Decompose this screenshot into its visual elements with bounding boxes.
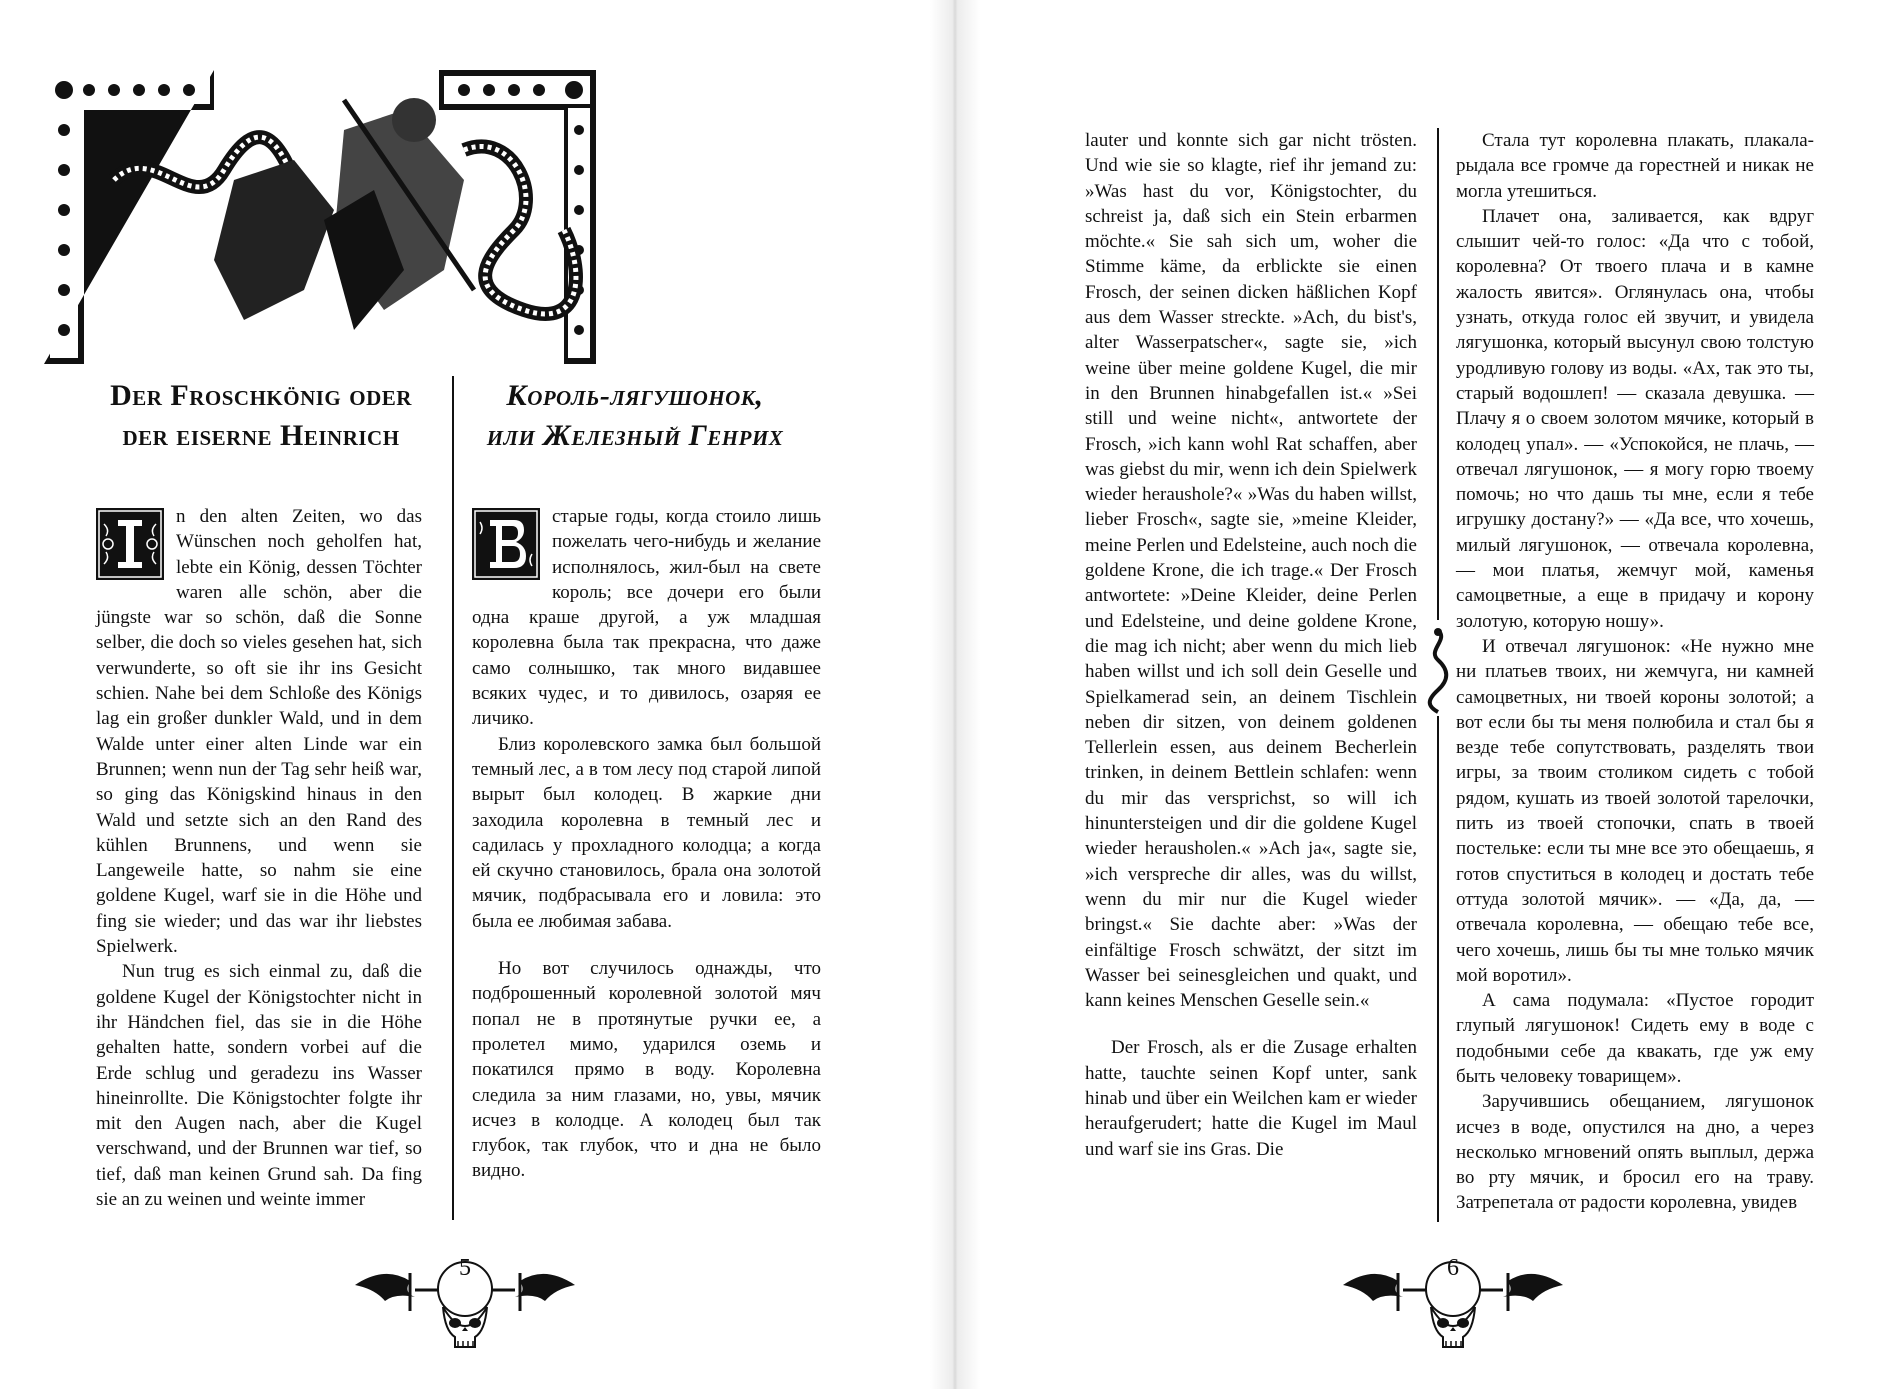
column-divider xyxy=(452,376,454,1220)
ru-paragraph-1: старые годы, когда стоило лишь пожелать чего-нибудь и желание исполнялось, жил-был на свете король; все дочери его были одна краше другой, а уж младшая королевна была так прекрасна, что даже само солнышко, так много видавшее всяких чудес, и то дивилось, озаряя ее личико. xyxy=(472,506,821,730)
ru-paragraph-8: Заручившись обещанием, лягушонок исчез в воде, опустился на дно, а через несколько мгновений опять выплыл, держа во рту мячик, и бросил его на траву. Затрепетала от радости королевна, увидев xyxy=(1456,1091,1814,1214)
german-column-right xyxy=(1085,128,1417,1162)
title-ru-line-1: Король-лягушонок, xyxy=(506,379,764,412)
column-divider-lower xyxy=(1437,716,1439,1222)
de-paragraph-3: lauter und konnte sich gar nicht trösten. Und wie sie so klagte, rief ihr jemand zu: »Was hast du vor, Königstochter, du schreist ja, daß sich ein Stein erbarmen möchte.« Sie sah sich um, woher die Stimme käme, da erblickte sie einen Frosch, der seinen dicken häßlichen Kopf aus dem Wasser streckte. »Ach, du bist's, alter Wasserpatscher«, sagte sie, »ich weine über meine goldene Kugel, die mir in den Brunnen hinabgefallen ist.« »Sei still und weine nicht«, antwortete der Frosch, »ich kann wohl Rat schaffen, aber was giebst du mir, wenn ich dein Spielwerk wieder heraushole?« »Was du haben willst, lieber Frosch«, sagte sie, »meine Kleider, meine Perlen und Edelsteine, auch noch die goldene Krone, die ich trage.« Der Frosch antwortete: »Deine Kleider, deine Perlen und Edelsteine, und deine goldene Krone, die mag ich nicht; aber wenn du mich lieb haben willst und ich soll dein Geselle und Spielkamerad sein, an deinem Tischlein neben dir sitzen, von deinem goldenen Tellerlein essen, aus deinem Becherlein trinken, in deinem Bettlein schlafen: wenn du mir das versprichst, so will ich hinuntersteigen und dir die goldene Kugel wieder herausholen.« »Ach ja«, sagte sie, »ich verspreche dir alles, was du willst, wenn du mir nur die Kugel wieder bringst.« Sie dachte aber: »Was der einfältige Frosch schwätzt, der sitzt im Wasser bei seinesgleichen und quakt, und kann keines Menschen Geselle sein.« xyxy=(1085,130,1417,1012)
title-russian xyxy=(470,376,800,456)
page-number-ornament-right xyxy=(1343,1245,1563,1355)
russian-column-right xyxy=(1456,128,1814,1216)
initial-letter-i xyxy=(96,508,164,580)
column-divider-upper xyxy=(1437,128,1439,620)
frog-king-illustration xyxy=(44,70,596,364)
initial-letter-v xyxy=(472,508,540,580)
ru-paragraph-6: И отвечал лягушонок: «Не нужно мне ни платьев твоих, ни жемчуга, ни камней самоцветных, ни твоей короны золотой; а вот если бы ты меня полюбила и стал бы я везде тебе сопутствовать, разделять твои игры, за твоим столиком сидеть с тобой рядом, кушать из твоей золотой тарелочки, пить из твоей стопочки, спать в твоей постельке: если ты мне все это обещаешь, я готов спуститься в колодец и достать тебе оттуда золотой мячик». — «Да, да, — отвечала королевна, — обещаю тебе все, чего хочешь, лишь бы ты мне только мячик мой воротил». xyxy=(1456,635,1814,986)
title-german xyxy=(86,376,436,456)
de-paragraph-1: n den alten Zeiten, wo das Wünschen noch geholfen hat, lebte ein König, dessen Töchter waren alle schön, aber die jüngste war so schön, daß die Sonne selber, die doch so vieles gesehen hat, sich verwunderte, so oft sie ihr ins Gesicht schien. Nahe bei dem Schloße des Königs lag ein großer dunkler Wald, und in dem Walde unter einer alten Linde war ein Brunnen; wenn nun der Tag sehr heiß war, so ging das Königskind hinaus in den Wald und setzte sich an den Rand des kühlen Brunnens, und wenn sie Langeweile hatte, so nahm sie eine goldene Kugel, warf sie in die Höhe und fing sie wieder; und das war ihr liebstes Spielwerk. xyxy=(96,506,422,958)
page-number: 5 xyxy=(459,1255,471,1281)
title-de-line-2: der eiserne Heinrich xyxy=(122,419,400,452)
title-ru-line-2: или Железный Генрих xyxy=(486,419,784,452)
snake-ornament xyxy=(1427,628,1449,714)
ru-paragraph-2: Близ королевского замка был большой темный лес, а в том лесу под старой липой вырыт был колодец. В жаркие дни заходила королевна в темный лес и садилась у прохладного колодца; а когда ей скучно становилось, брала она золотой мячик, подбрасывала его и ловила: это была ее любимая забава. xyxy=(472,733,821,932)
russian-column-left xyxy=(472,504,821,1184)
title-de-line-1: Der Froschkönig oder xyxy=(110,379,412,412)
page-number-right: 6 xyxy=(1447,1255,1459,1281)
ru-paragraph-5: Плачет она, заливается, как вдруг слышит чей-то голос: «Да что с тобой, королевна? От твоего плача и в камне жалость явится». Оглянулась она, чтобы узнать, откуда голос ей звучит, и увидела лягушонка, который высунул свою толстую уродливую голову из воды. «Ах, так это ты, старый водошлеп! — сказала девушка. — Плачу я о своем золотом мячике, который в колодец упал». — «Успокойся, не плачь, — отвечал лягушонок, — я могу горю твоему помочь; но что дашь ты мне, если я тебе игрушку достану?» — «Да все, что хочешь, милый лягушонок, — отвечала королевна, — мои платья, жемчуг мой, каменья самоцветные, а еще в придачу и корону золотую, которую ношу». xyxy=(1456,205,1814,632)
ru-paragraph-3: Но вот случилось однажды, что подброшенный королевной золотой мяч попал не в протянутые ручки ее, а пролетел мимо, ударился оземь и покатился прямо в воду. Королевна следила за ним глазами, но, увы, мячик исчез в колодце. А колодец был так глубок, так глубок, что и дна не было видно. xyxy=(472,958,821,1182)
de-paragraph-4: Der Frosch, als er die Zusage erhalten hatte, tauchte seinen Kopf unter, sank hinab und über ein Weilchen kam er wieder heraufgerudert; hatte die Kugel im Maul und warf sie ins Gras. Die xyxy=(1085,1037,1417,1160)
ru-paragraph-7: А сама подумала: «Пустое городит глупый лягушонок! Сидеть ему в воде с подобными себе да квакать, где уж ему быть человеку товарищем». xyxy=(1456,990,1814,1087)
ru-paragraph-4: Стала тут королевна плакать, плакала-рыдала все громче да горестней и никак не могла утешиться. xyxy=(1456,130,1814,202)
page-number-ornament xyxy=(355,1245,575,1355)
german-column-left xyxy=(96,504,422,1212)
de-paragraph-2: Nun trug es sich einmal zu, daß die goldene Kugel der Königstochter nicht in ihr Händchen fiel, das sie in die Höhe gehalten hatte, sondern vorbei auf die Erde schlug und geradezu ins Wasser hineinrollte. Die Königstochter folgte ihr mit den Augen nach, aber die Kugel verschwand, und der Brunnen war tief, so tief, daß man keinen Grund sah. Da fing sie an zu weinen und weinte immer xyxy=(96,961,422,1211)
